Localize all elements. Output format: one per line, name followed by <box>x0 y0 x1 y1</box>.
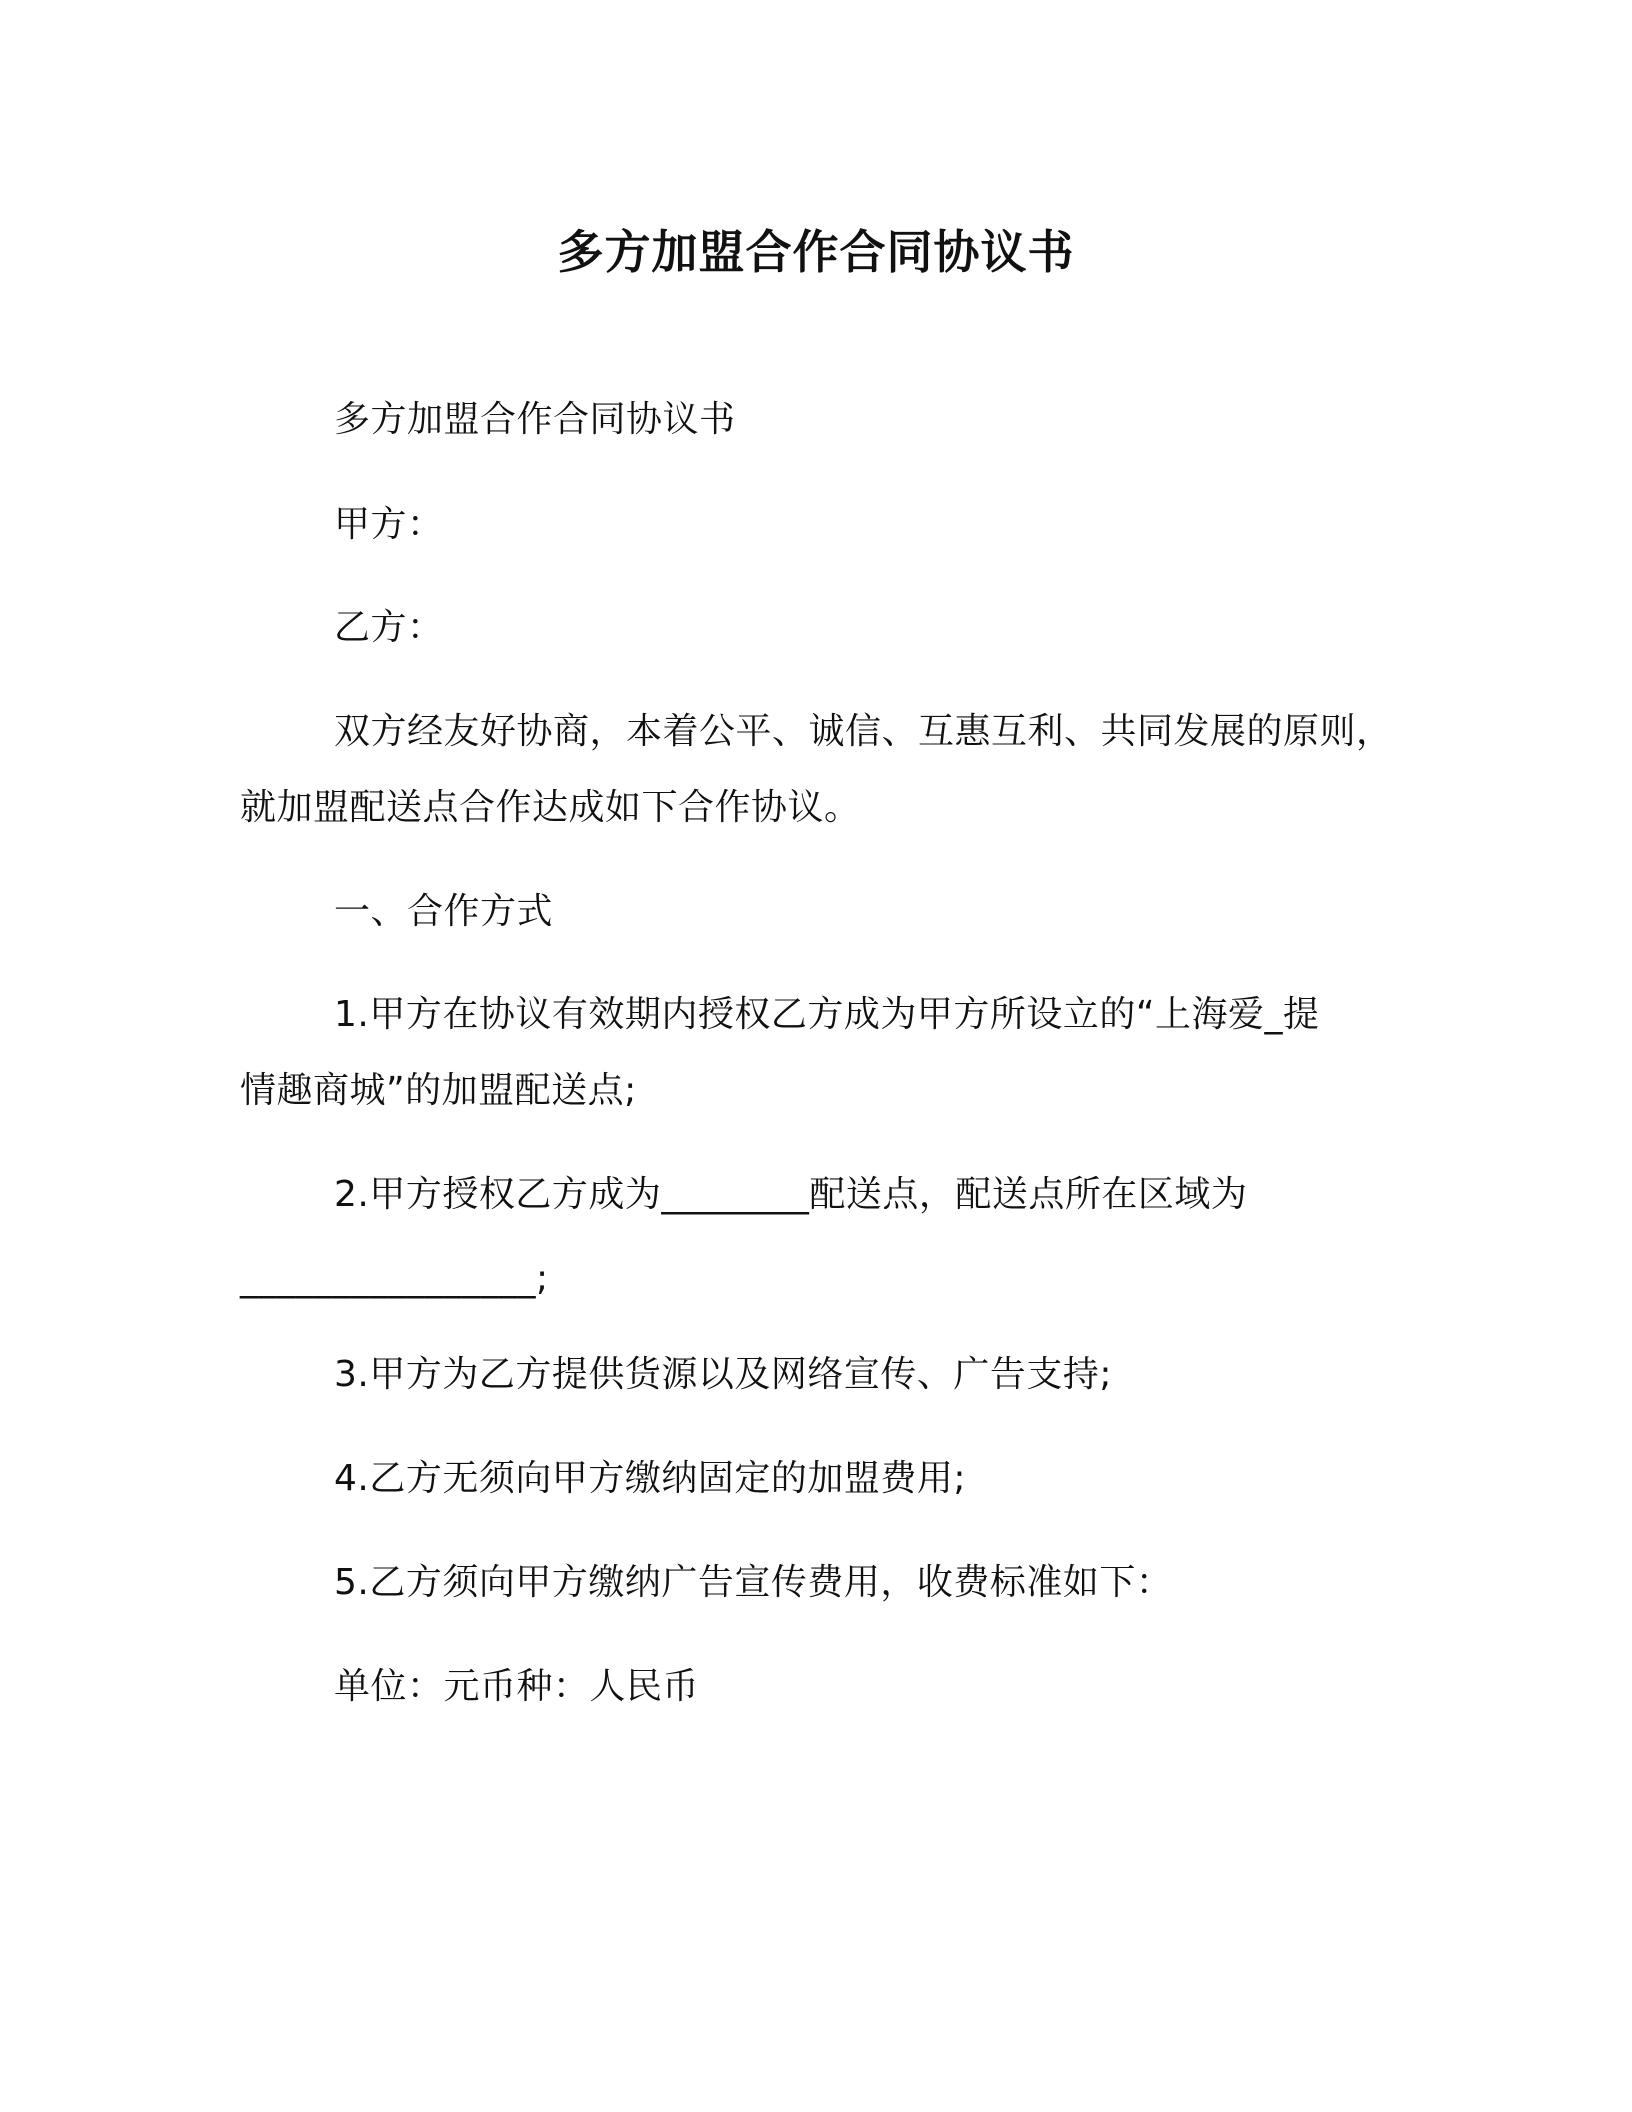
party-a-label: 甲方： <box>334 504 444 545</box>
party-b-label: 乙方： <box>334 607 444 648</box>
document-title: 多方加盟合作合同协议书 <box>557 225 1075 279</box>
clause-2-line-1: 2.甲方授权乙方成为________配送点，配送点所在区域为 <box>334 1174 1248 1215</box>
intro-paragraph-line-2: 就加盟配送点合作达成如下合作协议。 <box>240 787 861 828</box>
clause-5: 5.乙方须向甲方缴纳广告宣传费用，收费标准如下： <box>334 1562 1173 1603</box>
clause-4: 4.乙方无须向甲方缴纳固定的加盟费用; <box>334 1458 966 1499</box>
document-subtitle: 多方加盟合作合同协议书 <box>334 399 736 440</box>
section-heading: 一、合作方式 <box>334 891 554 932</box>
clause-2-line-2: ________________; <box>240 1258 549 1299</box>
unit-currency-line: 单位：元币种：人民币 <box>334 1666 700 1707</box>
clause-1-line-1: 1.甲方在协议有效期内授权乙方成为甲方所设立的“上海爱_提 <box>334 994 1320 1035</box>
clause-1-line-2: 情趣商城”的加盟配送点; <box>240 1070 637 1111</box>
intro-paragraph-line-1: 双方经友好协商，本着公平、诚信、互惠互利、共同发展的原则， <box>334 711 1393 752</box>
clause-3: 3.甲方为乙方提供货源以及网络宣传、广告支持; <box>334 1354 1112 1395</box>
